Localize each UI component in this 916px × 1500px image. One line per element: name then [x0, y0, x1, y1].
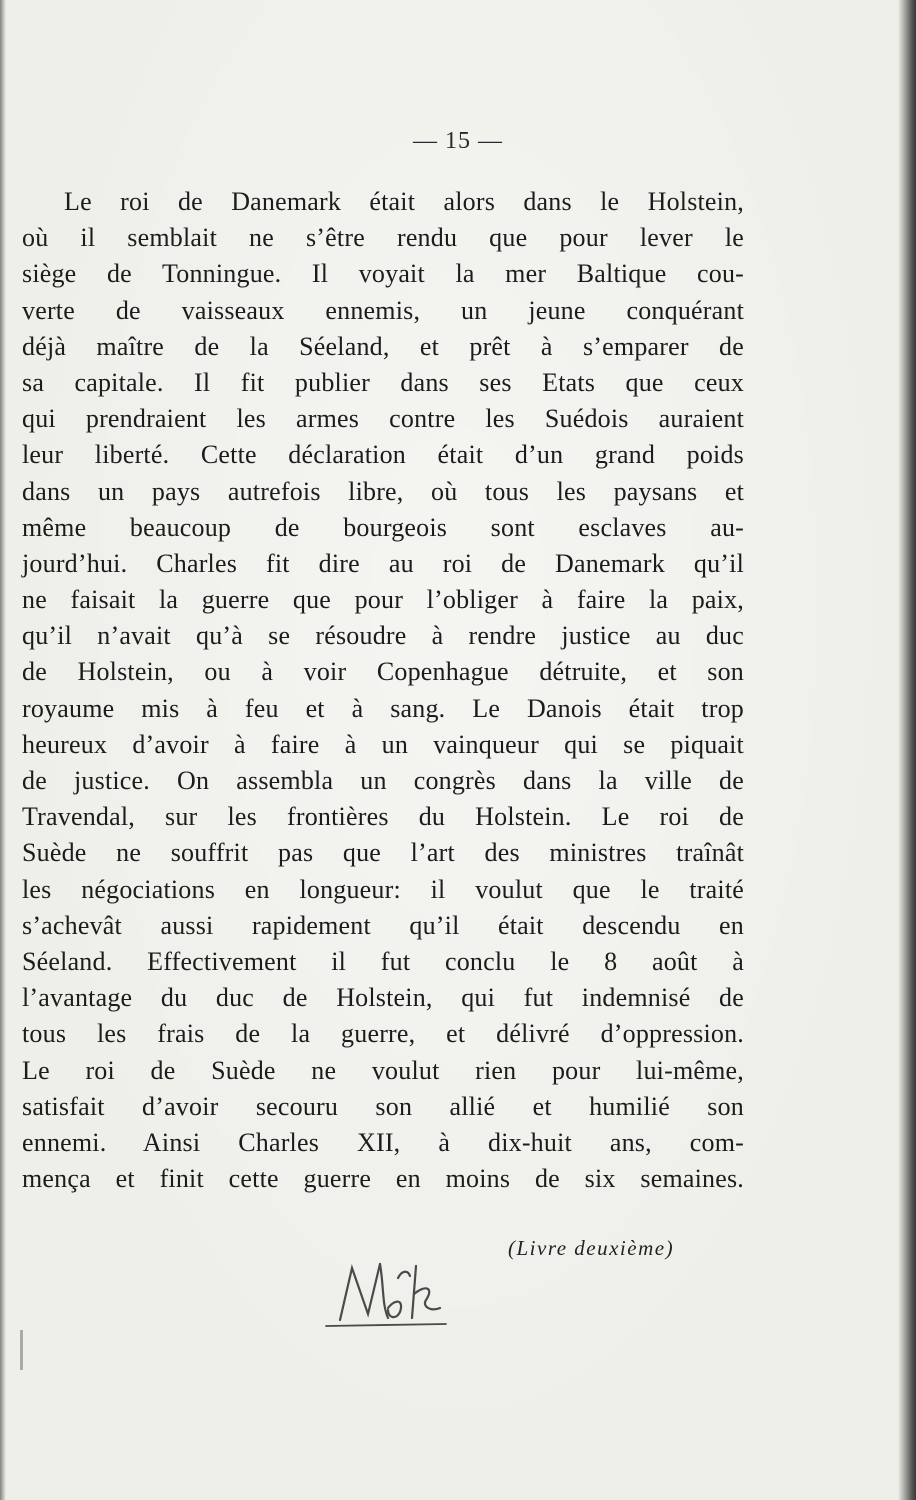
text-line: qu’il n’avait qu’à se résoudre à rendre justice au duc	[22, 621, 744, 651]
text-line: de justice. On assembla un congrès dans la ville de	[22, 766, 744, 795]
text-line: mença et finit cette guerre en moins de six semaines.	[22, 1164, 744, 1194]
text-line: de Holstein, ou à voir Copenhague détruite, et son	[22, 657, 744, 687]
text-line: ne faisait la guerre que pour l’obliger à faire la paix,	[22, 585, 744, 615]
text-line: sa capitale. Il fit publier dans ses Etats que ceux	[22, 367, 744, 397]
text-line: déjà maître de la Séeland, et prêt à s’emparer de	[22, 331, 744, 361]
text-line: heureux d’avoir à faire à un vainqueur qui se piquait	[22, 729, 744, 759]
text-line: l’avantage du duc de Holstein, qui fut indemnisé de	[22, 983, 744, 1013]
text-line: dans un pays autrefois libre, où tous les paysans et	[22, 476, 744, 506]
text-line: même beaucoup de bourgeois sont esclaves au-	[22, 512, 744, 542]
page-right-edge-shadow	[898, 0, 916, 1500]
text-line: Suède ne souffrit pas que l’art des ministres traînât	[22, 838, 744, 868]
text-line: Le roi de Suède ne voulut rien pour lui-même,	[22, 1055, 744, 1085]
text-line: qui prendraient les armes contre les Suédois auraient	[22, 404, 744, 434]
text-line: Séeland. Effectivement il fut conclu le 8 août à	[22, 946, 744, 976]
text-line: leur liberté. Cette déclaration était d’un grand poids	[22, 440, 744, 470]
paper-smudge	[20, 1330, 23, 1370]
text-line: siège de Tonningue. Il voyait la mer Baltique cou-	[22, 259, 744, 289]
text-line: jourd’hui. Charles fit dire au roi de Danemark qu’il	[22, 548, 744, 578]
text-line: verte de vaisseaux ennemis, un jeune conquérant	[22, 295, 744, 325]
text-line: satisfait d’avoir secouru son allié et humilié son	[22, 1091, 744, 1121]
text-line: les négociations en longueur: il voulut que le traité	[22, 874, 744, 904]
text-line: où il semblait ne s’être rendu que pour lever le	[22, 223, 744, 253]
text-line: s’achevât aussi rapidement qu’il était descendu en	[22, 910, 744, 940]
body-text	[22, 184, 744, 1197]
page-number: — 15 —	[413, 128, 503, 154]
text-line: tous les frais de la guerre, et délivré d’oppression.	[22, 1019, 744, 1049]
text-line: Le roi de Danemark était alors dans le Holstein,	[64, 187, 744, 216]
text-line: ennemi. Ainsi Charles XII, à dix-huit ans, com-	[22, 1127, 744, 1157]
source-citation: (Livre deuxième)	[508, 1236, 675, 1260]
text-line: royaume mis à feu et à sang. Le Danois était trop	[22, 693, 744, 723]
text-line: Travendal, sur les frontières du Holstein. Le roi de	[22, 802, 744, 832]
handwritten-mark	[318, 1248, 458, 1332]
page-left-edge-shadow	[0, 0, 6, 1500]
